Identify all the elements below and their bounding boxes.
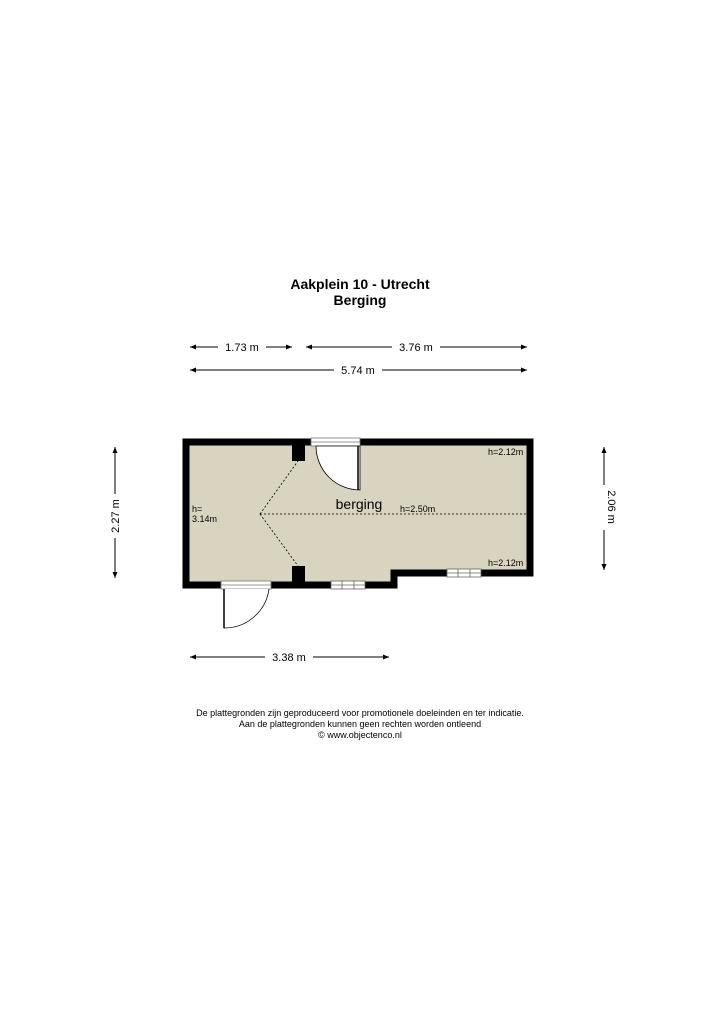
dimension-total-width <box>190 365 527 377</box>
room-label: berging <box>335 496 383 512</box>
left-height-label-1: h= <box>192 504 203 514</box>
copyright-line: © www.objectenco.nl <box>318 730 402 740</box>
wall-post-top <box>292 445 305 461</box>
dimension-label: 3.38 m <box>272 652 306 664</box>
door-swing-bottom <box>224 589 269 628</box>
room-berging <box>186 438 530 628</box>
plan-title: Aakplein 10 - Utrecht <box>290 276 430 292</box>
dimension-top-right <box>306 342 527 354</box>
left-height-label-2: 3.14m <box>192 514 218 524</box>
top-right-height-label: h=2.12m <box>488 447 524 457</box>
dimension-bottom <box>190 652 389 664</box>
dimension-label: 1.73 m <box>225 342 259 354</box>
disclaimer-line-2: Aan de plattegronden kunnen geen rechten worden ontleend <box>238 719 482 729</box>
dimension-label: 2.27 m <box>110 499 122 533</box>
bottom-right-height-label: h=2.12m <box>488 558 524 568</box>
dimension-label: 5.74 m <box>341 365 375 377</box>
ridge-height-label: h=2.50m <box>400 504 436 514</box>
dimension-label: 2.06 m <box>605 490 617 524</box>
dimension-right-height <box>602 447 618 570</box>
dimension-top-left <box>190 342 292 354</box>
wall-post-bottom <box>292 566 305 582</box>
dimension-label: 3.76 m <box>399 342 433 354</box>
dimension-left-height <box>110 447 122 578</box>
disclaimer-line-1: De plattegronden zijn geproduceerd voor promotionele doeleinden en ter indicatie. <box>196 708 524 718</box>
floor-title: Berging <box>333 292 387 308</box>
